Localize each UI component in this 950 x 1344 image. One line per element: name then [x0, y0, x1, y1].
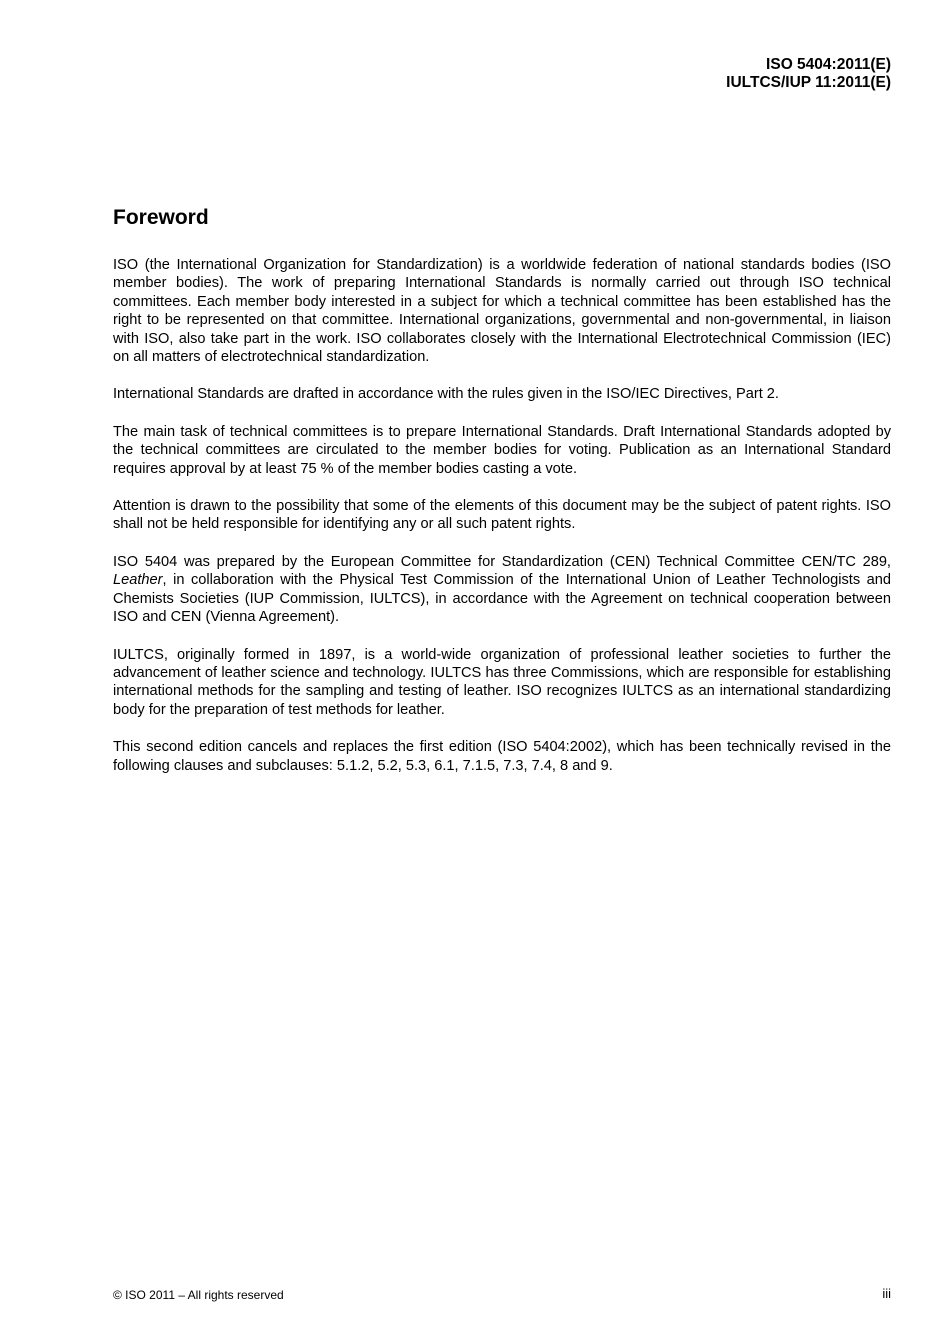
page-title: Foreword	[113, 206, 209, 229]
paragraph-iultcs: IULTCS, originally formed in 1897, is a world-wide organization of professional leather societies to further the advancement of leather science and technology. IULTCS has three Commissions, which are responsible for establishing international methods for the sampling and testing of leather. ISO recognizes IULTCS as an international standardizing body for the preparation of test methods for leather.	[113, 646, 891, 718]
paragraph-patent-rights: Attention is drawn to the possibility that some of the elements of this document may be the subject of patent rights. ISO shall not be held responsible for identifying any or all such patent rights.	[113, 498, 891, 533]
standard-number-iso: ISO 5404:2011(E)	[766, 56, 891, 73]
standard-number-iultcs: IULTCS/IUP 11:2011(E)	[726, 74, 891, 91]
preparation-text-end: , in collaboration with the Physical Test Commission of the International Union of Leather Technologists and Chemists Societies (IUP Commission, IULTCS), in accordance with the Agreement on technical cooperation between ISO and CEN (Vienna Agreement).	[113, 572, 891, 626]
document-reference	[726, 56, 891, 92]
paragraph-iso-intro: ISO (the International Organization for Standardization) is a worldwide federation of national standards bodies (ISO member bodies). The work of preparing International Standards is normally carried out through ISO technical committees. Each member body interested in a subject for which a technical committee has been established has the right to be represented on that committee. International organizations, governmental and non-governmental, in liaison with ISO, also take part in the work. ISO collaborates closely with the International Electrotechnical Commission (IEC) on all matters of electrotechnical standardization.	[113, 257, 891, 366]
page-number: iii	[882, 1286, 891, 1301]
paragraph-edition: This second edition cancels and replaces the first edition (ISO 5404:2002), which has been technically revised in the following clauses and subclauses: 5.1.2, 5.2, 5.3, 6.1, 7.1.5, 7.3, 7.4, 8 and 9.	[113, 739, 891, 774]
preparation-text-start: ISO 5404 was prepared by the European Committee for Standardization (CEN) Technical Committee CEN/TC 289,	[113, 553, 891, 570]
copyright-notice: © ISO 2011 – All rights reserved	[113, 1288, 284, 1302]
paragraph-directives: International Standards are drafted in accordance with the rules given in the ISO/IEC Directives, Part 2.	[113, 386, 779, 403]
paragraph-preparation	[113, 553, 891, 627]
foreword-body	[113, 256, 891, 794]
paragraph-committee-task: The main task of technical committees is to prepare International Standards. Draft International Standards adopted by the technical committees are circulated to the member bodies for voting. Publication as an International Standard requires approval by at least 75 % of the member bodies casting a vote.	[113, 423, 891, 477]
committee-title-leather: Leather	[113, 572, 163, 589]
